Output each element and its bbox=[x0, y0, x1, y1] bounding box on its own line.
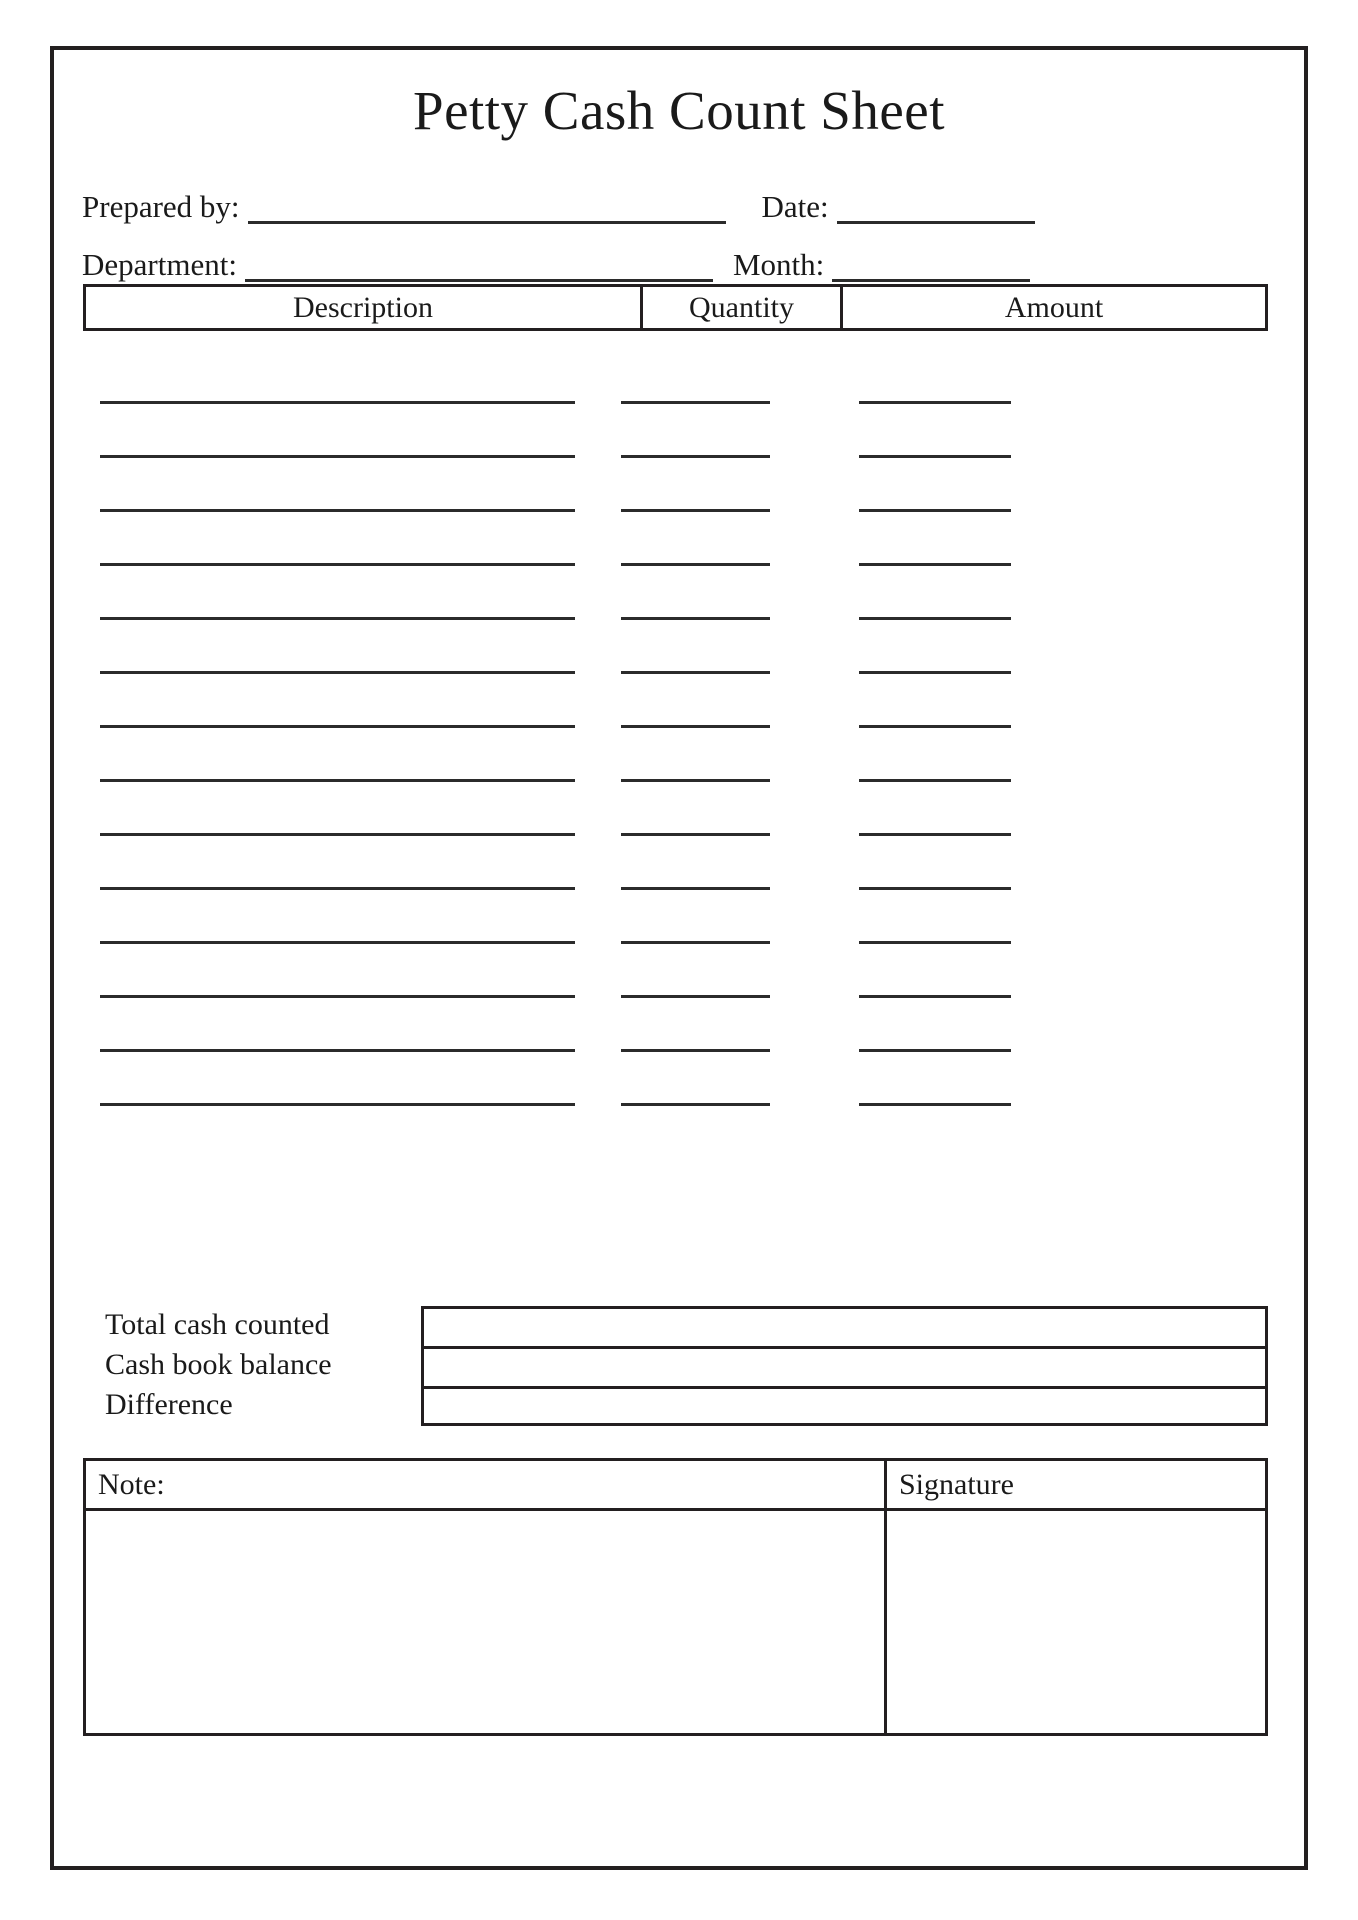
totals-value-field[interactable] bbox=[421, 1346, 1268, 1386]
table-header bbox=[83, 284, 1268, 331]
totals-label: Difference bbox=[105, 1388, 233, 1421]
signature-label: Signature bbox=[899, 1467, 1014, 1501]
totals-value-field[interactable] bbox=[421, 1386, 1268, 1426]
row-description-field[interactable] bbox=[100, 1103, 575, 1106]
note-signature-body bbox=[86, 1511, 1265, 1733]
prepared-by-label: Prepared by: bbox=[82, 189, 240, 224]
note-header-cell bbox=[86, 1461, 887, 1508]
row-amount-field[interactable] bbox=[859, 1103, 1011, 1106]
note-signature-header bbox=[86, 1461, 1265, 1511]
table-row bbox=[54, 620, 1304, 674]
column-header-amount: Amount bbox=[1004, 290, 1104, 324]
table-row bbox=[54, 566, 1304, 620]
table-body bbox=[54, 350, 1304, 1106]
date-field[interactable] bbox=[837, 190, 1035, 224]
totals-section bbox=[83, 1306, 1268, 1426]
note-input-area[interactable] bbox=[86, 1511, 887, 1733]
table-row bbox=[54, 404, 1304, 458]
document-page bbox=[50, 46, 1308, 1870]
table-row bbox=[54, 836, 1304, 890]
column-header-description: Description bbox=[86, 287, 643, 328]
table-row bbox=[54, 782, 1304, 836]
month-label: Month: bbox=[732, 247, 825, 282]
table-row bbox=[54, 350, 1304, 404]
row-quantity-field[interactable] bbox=[621, 1103, 770, 1106]
prepared-by-field[interactable] bbox=[248, 190, 726, 224]
table-row bbox=[54, 890, 1304, 944]
table-row bbox=[54, 674, 1304, 728]
signature-header-cell bbox=[887, 1461, 1265, 1508]
note-signature-section bbox=[83, 1458, 1268, 1736]
table-row bbox=[54, 998, 1304, 1052]
page-title: Petty Cash Count Sheet bbox=[413, 80, 945, 141]
table-row bbox=[54, 728, 1304, 782]
date-label: Date: bbox=[761, 189, 829, 224]
totals-row bbox=[83, 1386, 1268, 1426]
column-header-quantity: Quantity bbox=[643, 287, 843, 328]
department-field[interactable] bbox=[245, 248, 713, 282]
totals-row bbox=[83, 1346, 1268, 1386]
totals-value-field[interactable] bbox=[421, 1306, 1268, 1346]
table-row bbox=[54, 512, 1304, 566]
totals-label: Total cash counted bbox=[105, 1308, 330, 1341]
table-row bbox=[54, 458, 1304, 512]
meta-row-prepared-date bbox=[82, 182, 1276, 224]
month-field[interactable] bbox=[832, 248, 1030, 282]
department-label: Department: bbox=[82, 247, 237, 282]
signature-input-area[interactable] bbox=[887, 1511, 1265, 1733]
meta-row-department-month bbox=[82, 240, 1276, 282]
totals-label: Cash book balance bbox=[105, 1348, 332, 1381]
table-row bbox=[54, 944, 1304, 998]
note-label: Note: bbox=[98, 1467, 165, 1501]
table-row bbox=[54, 1052, 1304, 1106]
totals-row bbox=[83, 1306, 1268, 1346]
